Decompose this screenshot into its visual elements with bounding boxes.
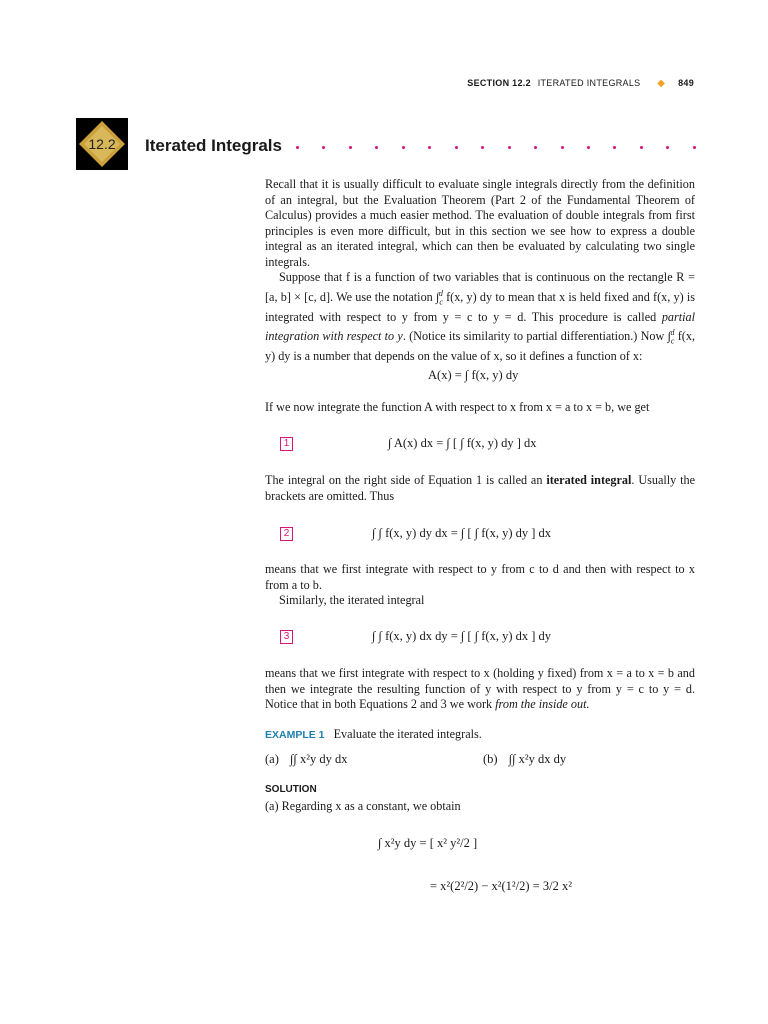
para4-text-b: . Usually the brackets are omitted. Thus	[265, 473, 695, 503]
running-header	[467, 78, 694, 89]
paragraph-integrate-a: If we now integrate the function A with respect to x from x = a to x = b, we get	[265, 400, 650, 414]
example-heading	[265, 727, 482, 742]
example-label: EXAMPLE 1	[265, 729, 325, 741]
paragraph-eq2-meaning: means that we first integrate with respect to y from c to d and then with respect to x from a to b.	[265, 562, 695, 592]
example-part-a	[265, 752, 347, 767]
paragraph-eq3-meaning	[265, 666, 695, 713]
example-part-a-label: (a)	[265, 752, 279, 766]
paragraph-intro: Recall that it is usually difficult to evaluate single integrals directly from the definition of an integral, but the Evaluation Theorem (Part 2 of the Fundamental Theorem of Calculus) provides a much easier method. The evaluation of double integrals from first principles is even more difficult, but in this section we see how to express a double integral as an iterated integral, which can then be evaluated by calculating two single integrals.	[265, 177, 695, 269]
section-title: Iterated Integrals	[145, 136, 282, 155]
title-dot-leader	[296, 136, 696, 149]
equation-3: ∫ ∫ f(x, y) dx dy = ∫ [ ∫ f(x, y) dx ] dy	[372, 629, 552, 643]
solution-label: SOLUTION	[265, 784, 317, 795]
para7-text: means that we first integrate with respect to x (holding y fixed) from x = a to x = b and then we integrate the resulting function of y with respect to y from y = c to y = d. Notice that in both Equations 2 and 3 we work	[265, 666, 695, 711]
equation-3-label: 3	[280, 630, 293, 644]
equation-1: ∫ A(x) dx = ∫ [ ∫ f(x, y) dy ] dx	[388, 436, 537, 450]
equation-2-label: 2	[280, 527, 293, 541]
section-badge	[76, 118, 128, 170]
para2-text-d: f(x, y) dy is a number that depends on the value of x, so it defines a function of x:	[265, 329, 695, 363]
section-badge-number: 12.2	[88, 136, 116, 152]
para4-text-a: The integral on the right side of Equation 1 is called an	[265, 473, 547, 487]
diamond-icon: ◆	[657, 78, 666, 89]
para2-italic: partial integration with respect to y	[265, 309, 695, 344]
page-number: 849	[678, 78, 694, 88]
section-badge-graphic	[76, 118, 128, 170]
para2-text-b: f(x, y) dy to mean that x is held fixed and f(x, y) is integrated with respect to y from y = c to y = d. This procedure is called	[265, 289, 695, 324]
paragraph-similarly: Similarly, the iterated integral	[279, 593, 425, 607]
header-section: SECTION 12.2	[467, 78, 531, 88]
solution-equation-line-2: = x²(2²/2) − x²(1²/2) = 3/2 x²	[430, 879, 572, 893]
paragraph-partial-integration: Suppose that f is a function of two variables that is continuous on the rectangle R = [a, b] × [c, d]. We use the notation $\int_c^d$ f(x, y) dy to mean that x is held fixed and f(x, y) is integrated with respect to y from y = c to y = d. This procedure is called partial integration with respect to y. (Notice its similarity to partial differentiation.) Now $\int_c^d$ f(x, y) dy is a number that depends on the value of x, so it defines a function of x:	[265, 270, 695, 363]
para7-italic: from the inside out.	[495, 697, 590, 711]
example-part-b-label: (b)	[483, 752, 498, 766]
header-section-title: ITERATED INTEGRALS	[537, 78, 641, 88]
equation-2: ∫ ∫ f(x, y) dy dx = ∫ [ ∫ f(x, y) dy ] dx	[372, 526, 552, 540]
example-part-a-expr: ∫∫ x²y dy dx	[290, 752, 348, 766]
para2-text-a: Suppose that f is a function of two variables that is continuous on the rectangle R = [a, b] × [c, d]. We use the notation ∫	[265, 270, 695, 304]
equation-1-label: 1	[280, 437, 293, 451]
para2-text-c: . (Notice its similarity to partial differentiation.) Now ∫	[402, 329, 671, 344]
example-text: Evaluate the iterated integrals.	[333, 727, 482, 741]
example-part-b	[483, 752, 566, 767]
paragraph-iterated-def	[265, 473, 695, 504]
example-part-b-expr: ∫∫ x²y dx dy	[508, 752, 567, 766]
para4-bold: iterated integral	[546, 473, 632, 487]
solution-text: (a) Regarding x as a constant, we obtain	[265, 799, 461, 813]
equation-ax: A(x) = ∫ f(x, y) dy	[428, 368, 519, 382]
solution-equation-line-1: ∫ x²y dy = [ x² y²/2 ]	[378, 836, 478, 850]
